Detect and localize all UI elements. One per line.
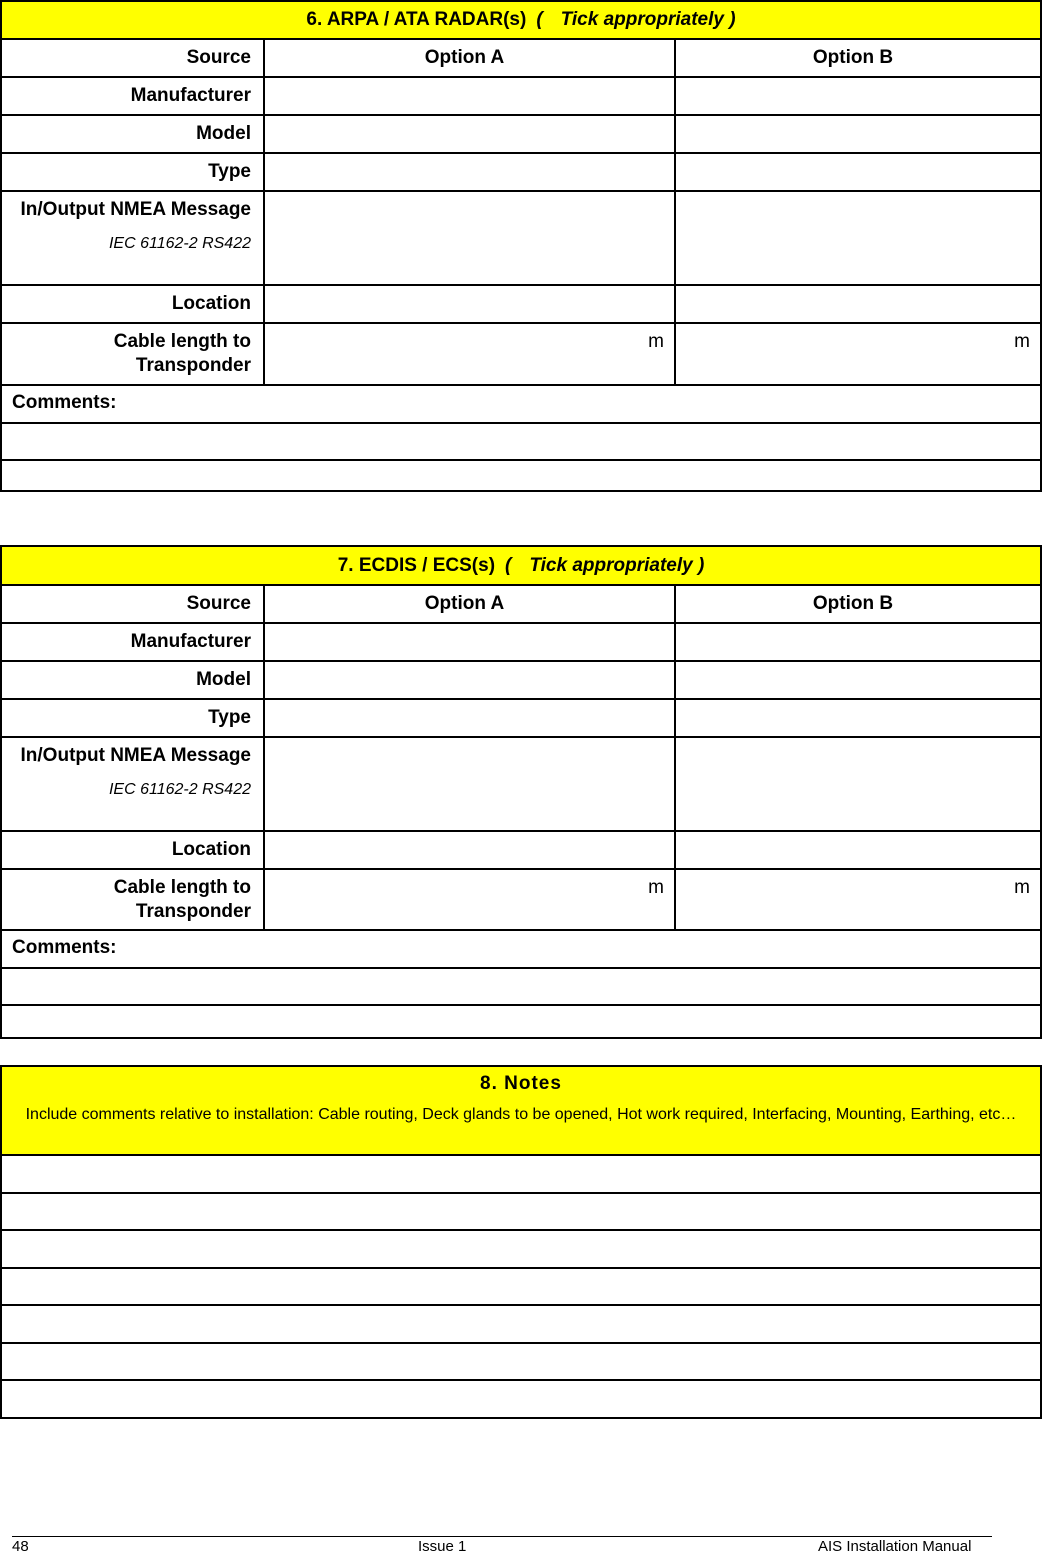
notes-line[interactable] [2,1269,1040,1306]
option-b-header: Option B [812,47,894,68]
notes-line[interactable] [2,1156,1040,1194]
page-number: 48 [12,1538,29,1555]
section-title: 6. ARPA / ATA RADAR(s) [306,9,527,30]
manufacturer-option-a-field[interactable] [265,78,676,114]
nmea-label: In/Output NMEA Message [20,199,251,220]
unit-m: m [1014,331,1030,352]
comments-label: Comments: [12,937,117,958]
location-option-a-field[interactable] [265,286,676,322]
option-a-header: Option A [265,586,676,622]
comments-label: Comments: [12,392,117,413]
model-option-a-field[interactable] [265,116,676,152]
unit-m: m [648,877,664,898]
source-row [2,40,1040,78]
type-row [2,700,1040,738]
nmea-sublabel: IEC 61162-2 RS422 [108,235,251,252]
cable-row [2,324,1040,386]
manufacturer-option-b-field[interactable] [676,78,1040,114]
comments-row [2,386,1040,424]
nmea-sublabel: IEC 61162-2 RS422 [108,781,251,798]
issue-label: Issue 1 [418,1538,467,1555]
manufacturer-row [2,624,1040,662]
location-option-b-field[interactable] [676,832,1040,868]
notes-line[interactable] [2,1231,1040,1269]
manufacturer-row [2,78,1040,116]
model-option-b-field[interactable] [676,116,1040,152]
type-label: Type [2,700,265,736]
model-row [2,116,1040,154]
unit-m: m [1014,877,1030,898]
notes-description: Include comments relative to installation: Cable routing, Deck glands to be opened, Hot work required, Interfacing, Mounting, Earthing, etc… [25,1106,1017,1123]
tick-instruction: ( Tick appropriately ) [505,554,705,576]
nmea-label: In/Output NMEA Message [20,745,251,766]
type-label: Type [2,154,265,190]
model-option-a-field[interactable] [265,662,676,698]
type-option-a-field[interactable] [265,700,676,736]
nmea-label-cell [2,192,265,284]
comments-line[interactable] [2,1006,1040,1041]
model-option-b-field[interactable] [676,662,1040,698]
type-option-b-field[interactable] [676,154,1040,190]
section-header [2,547,1040,586]
nmea-label-cell [2,738,265,830]
cable-label: Cable length to Transponder [2,324,265,384]
footer-divider [12,1536,992,1537]
cable-option-a-field[interactable] [265,870,676,929]
unit-m: m [648,331,664,352]
cable-option-a-field[interactable] [265,324,676,384]
source-label: Source [2,586,265,622]
location-option-b-field[interactable] [676,286,1040,322]
model-row [2,662,1040,700]
section-title: 7. ECDIS / ECS(s) [337,554,496,576]
comments-line[interactable] [2,461,1040,496]
nmea-row [2,192,1040,286]
manual-title: AIS Installation Manual [818,1538,972,1555]
nmea-option-b-field[interactable] [676,738,1040,830]
nmea-option-a-field[interactable] [265,738,676,830]
cable-label: Cable length to Transponder [2,870,265,929]
comments-line[interactable] [2,424,1040,461]
location-option-a-field[interactable] [265,832,676,868]
source-row [2,586,1040,624]
manufacturer-option-b-field[interactable] [676,624,1040,660]
option-a-header: Option A [265,40,676,76]
model-label: Model [2,116,265,152]
tick-instruction: ( Tick appropriately ) [536,9,736,30]
option-b-header: Option B [812,593,894,614]
notes-line[interactable] [2,1306,1040,1344]
notes-header [2,1067,1040,1156]
nmea-option-a-field[interactable] [265,192,676,284]
location-row [2,286,1040,324]
manufacturer-label: Manufacturer [2,78,265,114]
cable-option-b-field[interactable] [676,324,1040,384]
type-row [2,154,1040,192]
notes-section [0,1065,1042,1419]
model-label: Model [2,662,265,698]
notes-title: 8. Notes [480,1073,562,1094]
notes-line[interactable] [2,1381,1040,1407]
comments-row [2,931,1040,969]
cable-row [2,870,1040,931]
location-label: Location [2,286,265,322]
source-label: Source [2,40,265,76]
manufacturer-option-a-field[interactable] [265,624,676,660]
nmea-row [2,738,1040,832]
cable-option-b-field[interactable] [676,870,1040,929]
ecdis-section [0,545,1042,1039]
notes-line[interactable] [2,1344,1040,1381]
type-option-b-field[interactable] [676,700,1040,736]
type-option-a-field[interactable] [265,154,676,190]
nmea-option-b-field[interactable] [676,192,1040,284]
manufacturer-label: Manufacturer [2,624,265,660]
comments-line[interactable] [2,969,1040,1006]
location-label: Location [2,832,265,868]
arpa-radar-section [0,0,1042,492]
notes-line[interactable] [2,1194,1040,1231]
location-row [2,832,1040,870]
section-header [2,2,1040,40]
